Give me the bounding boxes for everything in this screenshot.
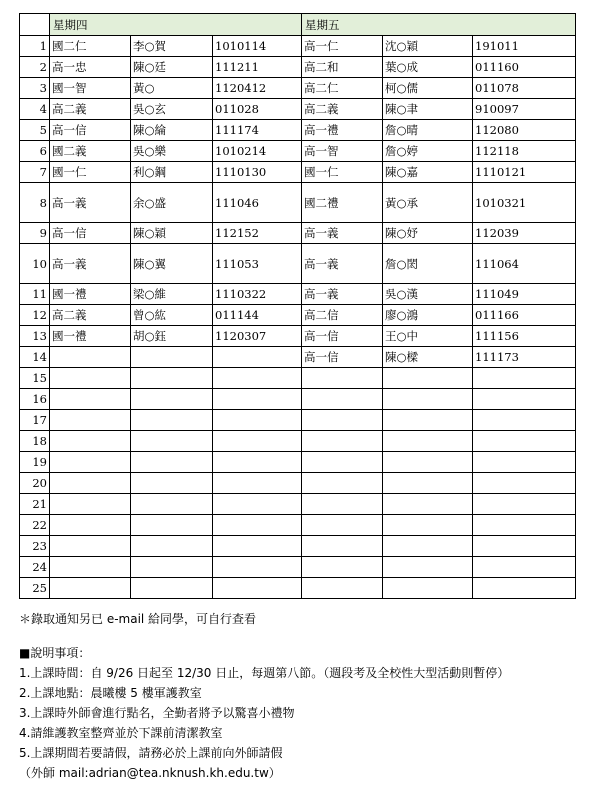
row-number: 14 bbox=[20, 347, 50, 368]
friday-name: 詹○閎 bbox=[383, 244, 473, 284]
thursday-name bbox=[131, 473, 213, 494]
friday-name bbox=[383, 389, 473, 410]
thursday-name bbox=[131, 368, 213, 389]
row-number: 3 bbox=[20, 78, 50, 99]
thursday-name bbox=[131, 431, 213, 452]
friday-name: 詹○婷 bbox=[383, 141, 473, 162]
teacher-contact: （外師 mail:adrian@tea.nknush.kh.edu.tw） bbox=[19, 766, 281, 780]
friday-name: 葉○成 bbox=[383, 57, 473, 78]
roster-table bbox=[19, 13, 576, 599]
thursday-class: 國一禮 bbox=[50, 326, 131, 347]
friday-class: 國二禮 bbox=[302, 183, 383, 223]
table-row bbox=[20, 515, 576, 536]
friday-class bbox=[302, 578, 383, 599]
email-notice: ＊錄取通知另已 e-mail 給同學，可自行查看 bbox=[19, 612, 257, 626]
friday-student-id bbox=[473, 431, 576, 452]
thursday-student-id bbox=[213, 494, 302, 515]
friday-name: 陳○妤 bbox=[383, 223, 473, 244]
thursday-student-id bbox=[213, 536, 302, 557]
thursday-class bbox=[50, 347, 131, 368]
row-number: 19 bbox=[20, 452, 50, 473]
thursday-name: 利○鋼 bbox=[131, 162, 213, 183]
friday-class: 高一信 bbox=[302, 326, 383, 347]
friday-class bbox=[302, 473, 383, 494]
friday-class bbox=[302, 431, 383, 452]
note-item: 5.上課期間若要請假，請務必於上課前向外師請假 bbox=[19, 746, 283, 760]
table-row bbox=[20, 284, 576, 305]
friday-student-id bbox=[473, 410, 576, 431]
friday-class bbox=[302, 557, 383, 578]
row-number: 25 bbox=[20, 578, 50, 599]
table-row bbox=[20, 36, 576, 57]
friday-student-id bbox=[473, 557, 576, 578]
thursday-student-id: 111211 bbox=[213, 57, 302, 78]
table-row bbox=[20, 141, 576, 162]
thursday-class bbox=[50, 473, 131, 494]
friday-class bbox=[302, 536, 383, 557]
thursday-name: 吳○樂 bbox=[131, 141, 213, 162]
friday-student-id: 111156 bbox=[473, 326, 576, 347]
table-row bbox=[20, 183, 576, 223]
thursday-class: 高一義 bbox=[50, 244, 131, 284]
row-number: 7 bbox=[20, 162, 50, 183]
table-row bbox=[20, 473, 576, 494]
note-item: 4.請維護教室整齊並於下課前清潔教室 bbox=[19, 726, 223, 740]
thursday-student-id: 1010114 bbox=[213, 36, 302, 57]
thursday-name bbox=[131, 578, 213, 599]
table-row bbox=[20, 431, 576, 452]
friday-name: 陳○嘉 bbox=[383, 162, 473, 183]
thursday-name: 余○盛 bbox=[131, 183, 213, 223]
thursday-name: 李○賀 bbox=[131, 36, 213, 57]
friday-student-id: 112039 bbox=[473, 223, 576, 244]
thursday-class bbox=[50, 494, 131, 515]
thursday-class: 高一義 bbox=[50, 183, 131, 223]
friday-class: 高一仁 bbox=[302, 36, 383, 57]
friday-name: 廖○鴻 bbox=[383, 305, 473, 326]
thursday-class bbox=[50, 515, 131, 536]
thursday-student-id bbox=[213, 452, 302, 473]
thursday-class: 國一智 bbox=[50, 78, 131, 99]
thursday-student-id: 1120412 bbox=[213, 78, 302, 99]
thursday-student-id bbox=[213, 557, 302, 578]
thursday-header: 星期四 bbox=[50, 14, 302, 36]
friday-class: 高二義 bbox=[302, 99, 383, 120]
table-row bbox=[20, 223, 576, 244]
friday-student-id: 1110121 bbox=[473, 162, 576, 183]
friday-class: 高一禮 bbox=[302, 120, 383, 141]
table-row bbox=[20, 557, 576, 578]
row-number: 8 bbox=[20, 183, 50, 223]
friday-name bbox=[383, 410, 473, 431]
thursday-class bbox=[50, 389, 131, 410]
thursday-class: 高二義 bbox=[50, 99, 131, 120]
thursday-class: 高一忠 bbox=[50, 57, 131, 78]
friday-student-id: 112080 bbox=[473, 120, 576, 141]
friday-name: 王○中 bbox=[383, 326, 473, 347]
table-row bbox=[20, 78, 576, 99]
table-row bbox=[20, 494, 576, 515]
friday-class: 高一智 bbox=[302, 141, 383, 162]
thursday-student-id bbox=[213, 473, 302, 494]
table-row bbox=[20, 57, 576, 78]
row-number: 9 bbox=[20, 223, 50, 244]
friday-student-id: 910097 bbox=[473, 99, 576, 120]
thursday-student-id: 111174 bbox=[213, 120, 302, 141]
friday-class: 高一義 bbox=[302, 284, 383, 305]
row-number: 17 bbox=[20, 410, 50, 431]
friday-student-id bbox=[473, 578, 576, 599]
note-item: 2.上課地點：晨曦樓 5 樓軍護教室 bbox=[19, 686, 202, 700]
friday-header: 星期五 bbox=[302, 14, 576, 36]
thursday-student-id: 1110322 bbox=[213, 284, 302, 305]
thursday-name: 梁○維 bbox=[131, 284, 213, 305]
thursday-name: 陳○穎 bbox=[131, 223, 213, 244]
friday-class: 高一義 bbox=[302, 244, 383, 284]
table-row bbox=[20, 389, 576, 410]
thursday-class bbox=[50, 578, 131, 599]
thursday-class bbox=[50, 536, 131, 557]
friday-student-id: 1010321 bbox=[473, 183, 576, 223]
friday-class: 高一義 bbox=[302, 223, 383, 244]
row-number: 20 bbox=[20, 473, 50, 494]
friday-name: 黃○承 bbox=[383, 183, 473, 223]
thursday-student-id bbox=[213, 368, 302, 389]
thursday-class: 國一禮 bbox=[50, 284, 131, 305]
thursday-name bbox=[131, 536, 213, 557]
friday-student-id: 111173 bbox=[473, 347, 576, 368]
table-row bbox=[20, 452, 576, 473]
thursday-class bbox=[50, 452, 131, 473]
thursday-student-id: 1110130 bbox=[213, 162, 302, 183]
friday-class bbox=[302, 515, 383, 536]
row-number: 5 bbox=[20, 120, 50, 141]
thursday-student-id: 011028 bbox=[213, 99, 302, 120]
thursday-class: 國二仁 bbox=[50, 36, 131, 57]
friday-name: 沈○穎 bbox=[383, 36, 473, 57]
table-row bbox=[20, 326, 576, 347]
friday-name bbox=[383, 368, 473, 389]
friday-class: 高二信 bbox=[302, 305, 383, 326]
row-number: 10 bbox=[20, 244, 50, 284]
friday-student-id bbox=[473, 494, 576, 515]
friday-student-id bbox=[473, 536, 576, 557]
thursday-class: 國二義 bbox=[50, 141, 131, 162]
header-row bbox=[20, 14, 576, 36]
thursday-student-id: 011144 bbox=[213, 305, 302, 326]
friday-class: 高一信 bbox=[302, 347, 383, 368]
row-number: 13 bbox=[20, 326, 50, 347]
note-item: 1.上課時間：自 9/26 日起至 12/30 日止，每週第八節。（週段考及全校性大型活動則暫停） bbox=[19, 666, 510, 680]
friday-class bbox=[302, 410, 383, 431]
thursday-name: 胡○鈺 bbox=[131, 326, 213, 347]
thursday-class: 國一仁 bbox=[50, 162, 131, 183]
thursday-name bbox=[131, 494, 213, 515]
friday-student-id bbox=[473, 515, 576, 536]
thursday-class bbox=[50, 410, 131, 431]
friday-name: 吳○漢 bbox=[383, 284, 473, 305]
row-number: 21 bbox=[20, 494, 50, 515]
thursday-name bbox=[131, 347, 213, 368]
thursday-student-id bbox=[213, 578, 302, 599]
friday-student-id: 111049 bbox=[473, 284, 576, 305]
friday-class bbox=[302, 368, 383, 389]
thursday-student-id bbox=[213, 347, 302, 368]
friday-name bbox=[383, 452, 473, 473]
friday-name bbox=[383, 578, 473, 599]
thursday-student-id: 1120307 bbox=[213, 326, 302, 347]
friday-name: 陳○樑 bbox=[383, 347, 473, 368]
row-number: 12 bbox=[20, 305, 50, 326]
corner-cell bbox=[20, 14, 50, 36]
thursday-class bbox=[50, 368, 131, 389]
thursday-class: 高一信 bbox=[50, 223, 131, 244]
friday-class: 國一仁 bbox=[302, 162, 383, 183]
thursday-name: 陳○綸 bbox=[131, 120, 213, 141]
row-number: 15 bbox=[20, 368, 50, 389]
thursday-class: 高一信 bbox=[50, 120, 131, 141]
friday-student-id: 112118 bbox=[473, 141, 576, 162]
note-item: 3.上課時外師會進行點名，全勤者將予以驚喜小禮物 bbox=[19, 706, 295, 720]
friday-class: 高二和 bbox=[302, 57, 383, 78]
thursday-class: 高二義 bbox=[50, 305, 131, 326]
friday-student-id bbox=[473, 473, 576, 494]
friday-student-id bbox=[473, 368, 576, 389]
thursday-student-id: 111046 bbox=[213, 183, 302, 223]
friday-student-id bbox=[473, 389, 576, 410]
thursday-student-id: 111053 bbox=[213, 244, 302, 284]
table-row bbox=[20, 162, 576, 183]
friday-student-id: 011166 bbox=[473, 305, 576, 326]
friday-name bbox=[383, 536, 473, 557]
friday-name: 詹○晴 bbox=[383, 120, 473, 141]
friday-name bbox=[383, 431, 473, 452]
table-row bbox=[20, 536, 576, 557]
table-row bbox=[20, 368, 576, 389]
friday-name bbox=[383, 557, 473, 578]
friday-student-id: 191011 bbox=[473, 36, 576, 57]
thursday-class bbox=[50, 431, 131, 452]
friday-student-id: 111064 bbox=[473, 244, 576, 284]
table-row bbox=[20, 120, 576, 141]
thursday-student-id bbox=[213, 389, 302, 410]
thursday-name: 曾○紘 bbox=[131, 305, 213, 326]
friday-class: 高二仁 bbox=[302, 78, 383, 99]
friday-student-id: 011078 bbox=[473, 78, 576, 99]
row-number: 1 bbox=[20, 36, 50, 57]
thursday-student-id bbox=[213, 431, 302, 452]
row-number: 4 bbox=[20, 99, 50, 120]
table-row bbox=[20, 578, 576, 599]
row-number: 24 bbox=[20, 557, 50, 578]
row-number: 23 bbox=[20, 536, 50, 557]
thursday-name: 陳○廷 bbox=[131, 57, 213, 78]
row-number: 2 bbox=[20, 57, 50, 78]
friday-name bbox=[383, 494, 473, 515]
thursday-name bbox=[131, 389, 213, 410]
table-row bbox=[20, 347, 576, 368]
friday-name: 陳○聿 bbox=[383, 99, 473, 120]
notes-heading: ■說明事項： bbox=[19, 646, 91, 660]
thursday-student-id bbox=[213, 410, 302, 431]
thursday-student-id bbox=[213, 515, 302, 536]
thursday-name: 吳○玄 bbox=[131, 99, 213, 120]
row-number: 22 bbox=[20, 515, 50, 536]
row-number: 18 bbox=[20, 431, 50, 452]
thursday-name bbox=[131, 410, 213, 431]
friday-name: 柯○儒 bbox=[383, 78, 473, 99]
thursday-student-id: 1010214 bbox=[213, 141, 302, 162]
thursday-name bbox=[131, 452, 213, 473]
thursday-class bbox=[50, 557, 131, 578]
row-number: 11 bbox=[20, 284, 50, 305]
thursday-name: 黃○ bbox=[131, 78, 213, 99]
friday-class bbox=[302, 494, 383, 515]
thursday-name bbox=[131, 515, 213, 536]
thursday-student-id: 112152 bbox=[213, 223, 302, 244]
table-row bbox=[20, 305, 576, 326]
row-number: 6 bbox=[20, 141, 50, 162]
friday-class bbox=[302, 389, 383, 410]
friday-name bbox=[383, 515, 473, 536]
table-row bbox=[20, 99, 576, 120]
friday-name bbox=[383, 473, 473, 494]
thursday-name: 陳○翼 bbox=[131, 244, 213, 284]
row-number: 16 bbox=[20, 389, 50, 410]
thursday-name bbox=[131, 557, 213, 578]
table-row bbox=[20, 410, 576, 431]
friday-student-id: 011160 bbox=[473, 57, 576, 78]
table-row bbox=[20, 244, 576, 284]
friday-student-id bbox=[473, 452, 576, 473]
friday-class bbox=[302, 452, 383, 473]
notes-section bbox=[19, 609, 584, 783]
